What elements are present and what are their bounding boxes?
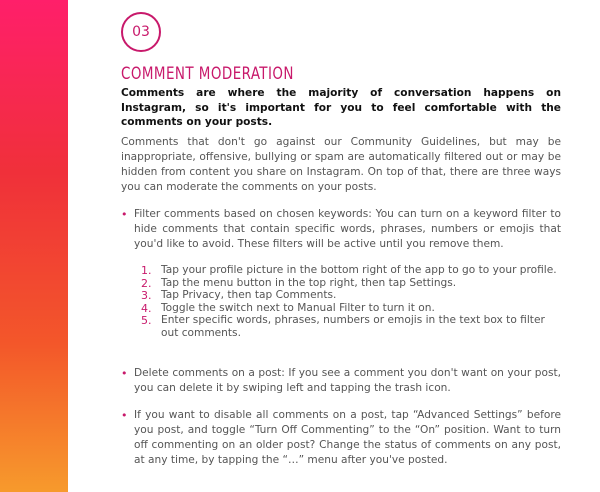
step-text: Tap Privacy, then tap Comments.: [161, 289, 337, 301]
step-item: [141, 314, 561, 339]
step-text: Toggle the switch next to Manual Filter to turn it on.: [161, 301, 435, 314]
step-item: [141, 277, 561, 290]
intro-bold-paragraph: Comments are where the majority of conversation happens on Instagram, so it's important for you to feel comfortable with the comments on your posts.: [121, 87, 561, 128]
step-number: 3.: [141, 289, 152, 302]
bullet-text: Filter comments based on chosen keywords: You can turn on a keyword filter to hide comments that contain specific words, phrases, numbers or emojis that you'd like to avoid. These filters will be active until you remove them.: [134, 208, 561, 250]
bullet-delete-comments: [121, 366, 561, 396]
bullet-dot: •: [121, 367, 128, 380]
step-text: Tap the menu button in the top right, then tap Settings.: [161, 276, 457, 289]
bullet-text: Delete comments on a post: If you see a comment you don't want on your post, you can delete it by swiping left and tapping the trash icon.: [134, 367, 561, 394]
step-number: 5.: [141, 314, 152, 327]
step-number: 4.: [141, 301, 152, 315]
bullet-keyword-filter: [121, 207, 561, 252]
step-number: 1.: [141, 264, 152, 277]
step-item: [141, 289, 561, 302]
section-number-badge: 03: [121, 12, 161, 52]
step-text: Enter specific words, phrases, numbers or emojis in the text box to filter out comments.: [161, 314, 545, 339]
bullet-dot: •: [121, 409, 128, 422]
bullet-text: If you want to disable all comments on a post, tap “Advanced Settings” before you post, and toggle “Turn Off Commenting” to the “On” position. Want to turn off commenting on an older post? Change the status of comments on any post, at any time, by tapping the “…” menu after you've posted.: [134, 409, 561, 466]
decorative-gradient-band: [0, 0, 68, 492]
step-number: 2.: [141, 276, 152, 290]
intro-paragraph: Comments that don't go against our Community Guidelines, but may be inappropriate, offensive, bullying or spam are automatically filtered out or may be hidden from content you share on Instagram. On top of that, there are three ways you can moderate the comments on your posts.: [121, 136, 561, 193]
step-text: Tap your profile picture in the bottom right of the app to go to your profile.: [161, 264, 557, 276]
bullet-dot: •: [121, 208, 128, 221]
step-item: [141, 302, 561, 315]
section-heading: COMMENT MODERATION: [121, 64, 294, 84]
step-item: [141, 264, 561, 277]
steps-list: [141, 264, 561, 339]
bullet-disable-comments: [121, 408, 561, 468]
